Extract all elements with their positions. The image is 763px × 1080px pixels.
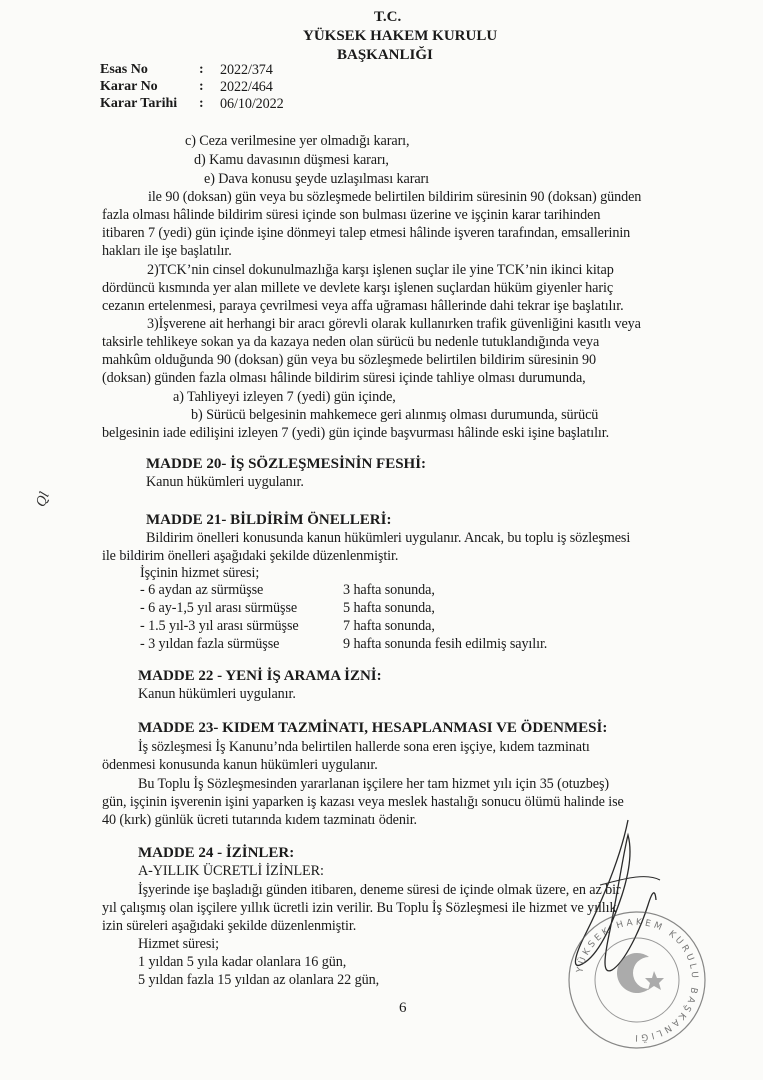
body-line: b) Sürücü belgesinin mahkemece geri alınmış olması durumunda, sürücü [191, 407, 599, 423]
madde-24-line: yıl çalışmış olan işçilere yıllık ücretli izin verilir. Bu Toplu İş Sözleşmesi ile hizmet ve yıllık [102, 900, 617, 916]
madde-21-line: Bildirim önelleri konusunda kanun hükümleri uygulanır. Ancak, bu toplu iş sözleşmesi [146, 530, 631, 546]
body-line: taksirle tehlikeye sokan ya da kazaya neden olan sürücü bu nedenle tutuklandığında veya [102, 334, 600, 350]
header-institution: YÜKSEK HAKEM KURULU [303, 28, 498, 44]
body-line: belgesinin iade edilişini izleyen 7 (yedi) gün içinde başvurması hâlinde eski işine başlatılır. [102, 425, 610, 441]
body-line: cezanın ertelenmesi, paraya çevrilmesi veya affa uğraması hâllerinde dahi tekrar işe başlatılır. [102, 298, 624, 314]
body-line: dördüncü kısmında yer alan millete ve devlete karşı işlenen suçlardan hüküm giyenler hariç [102, 280, 614, 296]
madde-24-heading: MADDE 24 - İZİNLER: [138, 845, 295, 861]
body-line: (doksan) günden fazla olması hâlinde bildirim süresi içinde tahliye olması durumunda, [102, 370, 586, 386]
page-number: 6 [399, 1000, 407, 1016]
esas-value: 2022/374 [220, 62, 273, 78]
esas-label: Esas No [100, 62, 148, 77]
madde-22-heading: MADDE 22 - YENİ İŞ ARAMA İZNİ: [138, 668, 382, 684]
karar-value: 2022/464 [220, 79, 273, 95]
madde-23-line: gün, işçinin işverenin işini yaparken iş kazası veya meslek hastalığı sonucu ölümü halinde ise [102, 794, 624, 810]
madde-22-text: Kanun hükümleri uygulanır. [138, 686, 296, 702]
notice-period: 3 hafta sonunda, [343, 582, 435, 598]
madde-21-line: ile bildirim önelleri aşağıdaki şekilde düzenlenmiştir. [102, 548, 399, 564]
tarih-value: 06/10/2022 [220, 96, 284, 112]
body-line: d) Kamu davasının düşmesi kararı, [194, 152, 389, 168]
notice-duration: - 6 ay-1,5 yıl arası sürmüşse [140, 600, 298, 616]
madde-21-heading: MADDE 21- BİLDİRİM ÖNELLERİ: [146, 512, 392, 528]
madde-24-line: 5 yıldan fazla 15 yıldan az olanlara 22 gün, [138, 972, 380, 988]
karar-colon: : [199, 79, 204, 94]
body-line: hakları ile işe başlatılır. [102, 243, 232, 259]
madde-23-line: İş sözleşmesi İş Kanunu’nda belirtilen hallerde sona eren işçiye, kıdem tazminatı [138, 739, 590, 755]
body-line: a) Tahliyeyi izleyen 7 (yedi) gün içinde, [173, 389, 396, 405]
margin-initial: Ql [33, 489, 53, 510]
header-presidency: BAŞKANLIĞI [337, 47, 433, 63]
body-line: c) Ceza verilmesine yer olmadığı kararı, [185, 133, 410, 149]
body-line: e) Dava konusu şeyde uzlaşılması kararı [204, 171, 429, 187]
body-line: fazla olması hâlinde bildirim süresi içinde son bulması üzerine ve işçinin karar tarihinden [102, 207, 601, 223]
madde-23-heading: MADDE 23- KIDEM TAZMİNATI, HESAPLANMASI VE ÖDENMESİ: [138, 720, 608, 736]
body-line: mahkûm olduğunda 90 (doksan) gün veya bu sözleşmede belirtilen bildirim süresinin 90 [102, 352, 596, 368]
notice-duration: - 6 aydan az sürmüşse [140, 582, 264, 598]
madde-23-line: Bu Toplu İş Sözleşmesinden yararlanan işçilere her tam hizmet yılı için 35 (otuzbeş) [138, 776, 610, 792]
madde-20-text: Kanun hükümleri uygulanır. [146, 474, 304, 490]
header-tc: T.C. [374, 9, 402, 25]
esas-colon: : [199, 62, 204, 77]
notice-period: 5 hafta sonunda, [343, 600, 435, 616]
madde-24-line: 1 yıldan 5 yıla kadar olanlara 16 gün, [138, 954, 347, 970]
body-line: ile 90 (doksan) gün veya bu sözleşmede belirtilen bildirim süresinin 90 (doksan) günden [148, 189, 642, 205]
notice-duration: - 3 yıldan fazla sürmüşse [140, 636, 280, 652]
madde-24-line: Hizmet süresi; [138, 936, 219, 952]
body-line: 3)İşverene ait herhangi bir aracı görevli olarak kullanırken trafik güvenliğini kasıtlı veya [147, 316, 641, 332]
body-line: 2)TCK’nin cinsel dokunulmazlığa karşı işlenen suçlar ile yine TCK’nin ikinci kitap [147, 262, 614, 278]
notice-duration: - 1.5 yıl-3 yıl arası sürmüşse [140, 618, 299, 634]
tarih-colon: : [199, 96, 204, 111]
madde-23-line: ödenmesi konusunda kanun hükümleri uygulanır. [102, 757, 378, 773]
madde-24-line: izin süreleri aşağıdaki şekilde düzenlenmiştir. [102, 918, 357, 934]
svg-text:YÜKSEK HAKEM KURULU BAŞKANLIĞI: YÜKSEK HAKEM KURULU BAŞKANLIĞI [575, 917, 700, 1043]
madde-24-line: İşyerinde işe başladığı günden itibaren, deneme süresi de içinde olmak üzere, en az bir [138, 882, 621, 898]
madde-20-heading: MADDE 20- İŞ SÖZLEŞMESİNİN FESHİ: [146, 456, 427, 472]
tarih-label: Karar Tarihi [100, 96, 178, 111]
body-line: itibaren 7 (yedi) gün içinde işine dönmeyi talep etmesi hâlinde işveren tarafından, emsallerinin [102, 225, 631, 241]
karar-label: Karar No [100, 79, 158, 94]
madde-24-subheading: A-YILLIK ÜCRETLİ İZİNLER: [138, 863, 324, 879]
madde-23-line: 40 (kırk) günlük ücreti tutarında kıdem tazminatı ödenir. [102, 812, 418, 828]
official-seal [562, 905, 712, 1055]
notice-period: 7 hafta sonunda, [343, 618, 435, 634]
notice-period: 9 hafta sonunda fesih edilmiş sayılır. [343, 636, 548, 652]
service-label: İşçinin hizmet süresi; [140, 565, 260, 581]
